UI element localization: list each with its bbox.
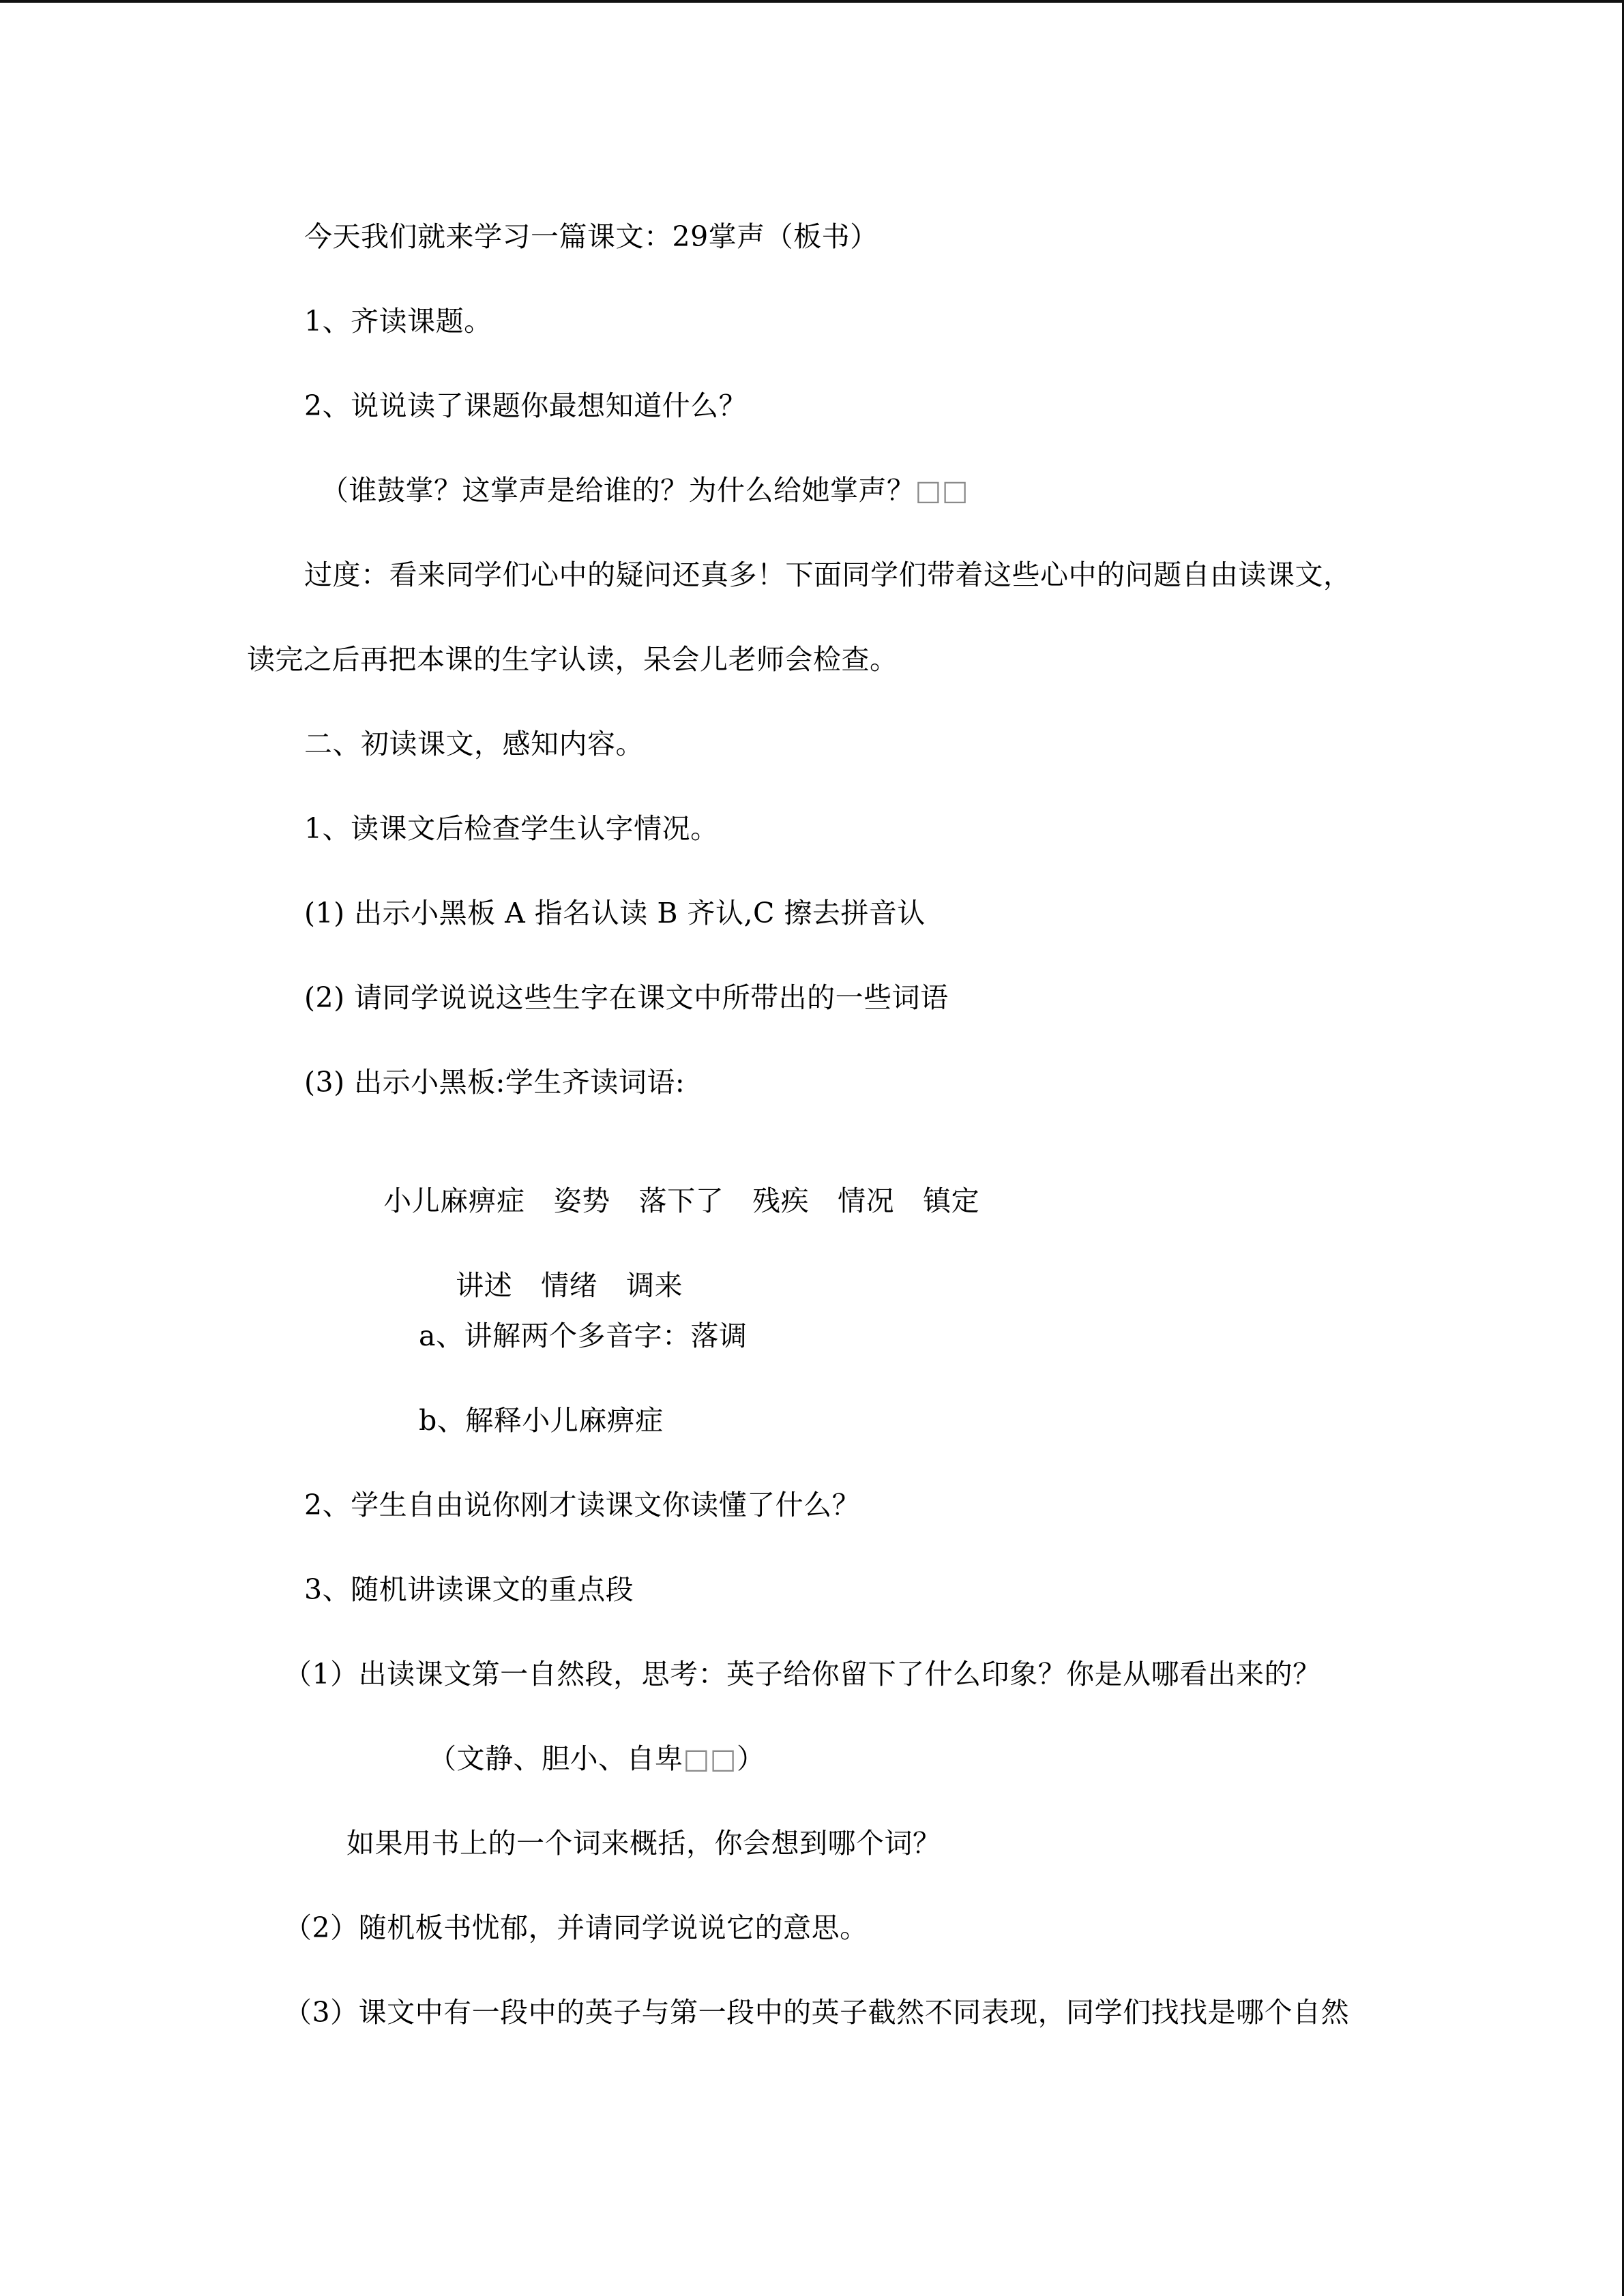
step-question: 2、说说读了课题你最想知道什么？ — [304, 389, 748, 422]
vocab-word: 讲述 — [456, 1269, 513, 1302]
transition-line-cont: 读完之后再把本课的生字认读，呆会儿老师会检查。 — [247, 643, 898, 676]
questions-line — [321, 473, 969, 507]
vocab-word: 镇定 — [923, 1184, 980, 1217]
paragraph-question-2: （2）随机板书忧郁，并请同学说说它的意思。 — [284, 1911, 868, 1944]
paragraph-question-3: （3）课文中有一段中的英子与第一段中的英子截然不同表现，同学们找找是哪个自然 — [284, 1996, 1350, 2029]
vocab-word: 姿势 — [553, 1184, 610, 1217]
step-key-paragraph: 3、随机讲读课文的重点段 — [304, 1573, 634, 1606]
closing-paren: ） — [736, 1742, 765, 1775]
vocab-word: 调来 — [626, 1269, 683, 1302]
vocab-word: 情绪 — [541, 1269, 598, 1302]
summary-question: 如果用书上的一个词来概括，你会想到哪个词？ — [346, 1827, 941, 1860]
step-read-title: 1、齐读课题。 — [304, 305, 492, 338]
substep-2: (2) 请同学说说这些生字在课文中所带出的一些词语 — [304, 981, 949, 1014]
step-check-words: 1、读课文后检查学生认字情况。 — [304, 812, 719, 845]
substep-3: (3) 出示小黑板:学生齐读词语: — [304, 1066, 685, 1099]
questions-text: （谁鼓掌？这掌声是给谁的？为什么给她掌声？ — [321, 474, 915, 507]
vocab-word: 情况 — [838, 1184, 895, 1217]
impression-answer — [428, 1742, 765, 1776]
vocab-row-1 — [346, 1150, 980, 1217]
substep-1: (1) 出示小黑板 A 指名认读 B 齐认,C 擦去拼音认 — [304, 897, 926, 929]
step-free-talk: 2、学生自由说你刚才读课文你读懂了什么？ — [304, 1489, 861, 1521]
paragraph-question-1: （1）出读课文第一自然段，思考：英子给你留下了什么印象？你是从哪看出来的？ — [284, 1658, 1321, 1690]
vocab-row-2 — [419, 1234, 683, 1302]
impression-text: （文静、胆小、自卑 — [428, 1742, 683, 1775]
vocab-word: 小儿麻痹症 — [383, 1184, 525, 1217]
vocab-word: 残疾 — [752, 1184, 810, 1217]
intro-line: 今天我们就来学习一篇课文：29掌声（板书） — [304, 220, 879, 253]
transition-line: 过度：看来同学们心中的疑问还真多！下面同学们带着这些心中的问题自由读课文， — [304, 558, 1352, 591]
note-b: b、解释小儿麻痹症 — [419, 1404, 664, 1437]
missing-glyph-icon: □□ — [683, 1742, 737, 1775]
note-a: a、讲解两个多音字：落调 — [419, 1320, 748, 1352]
vocab-word: 落下了 — [638, 1184, 724, 1217]
missing-glyph-icon: □□ — [915, 474, 969, 507]
section-heading-2: 二、初读课文，感知内容。 — [304, 728, 644, 760]
